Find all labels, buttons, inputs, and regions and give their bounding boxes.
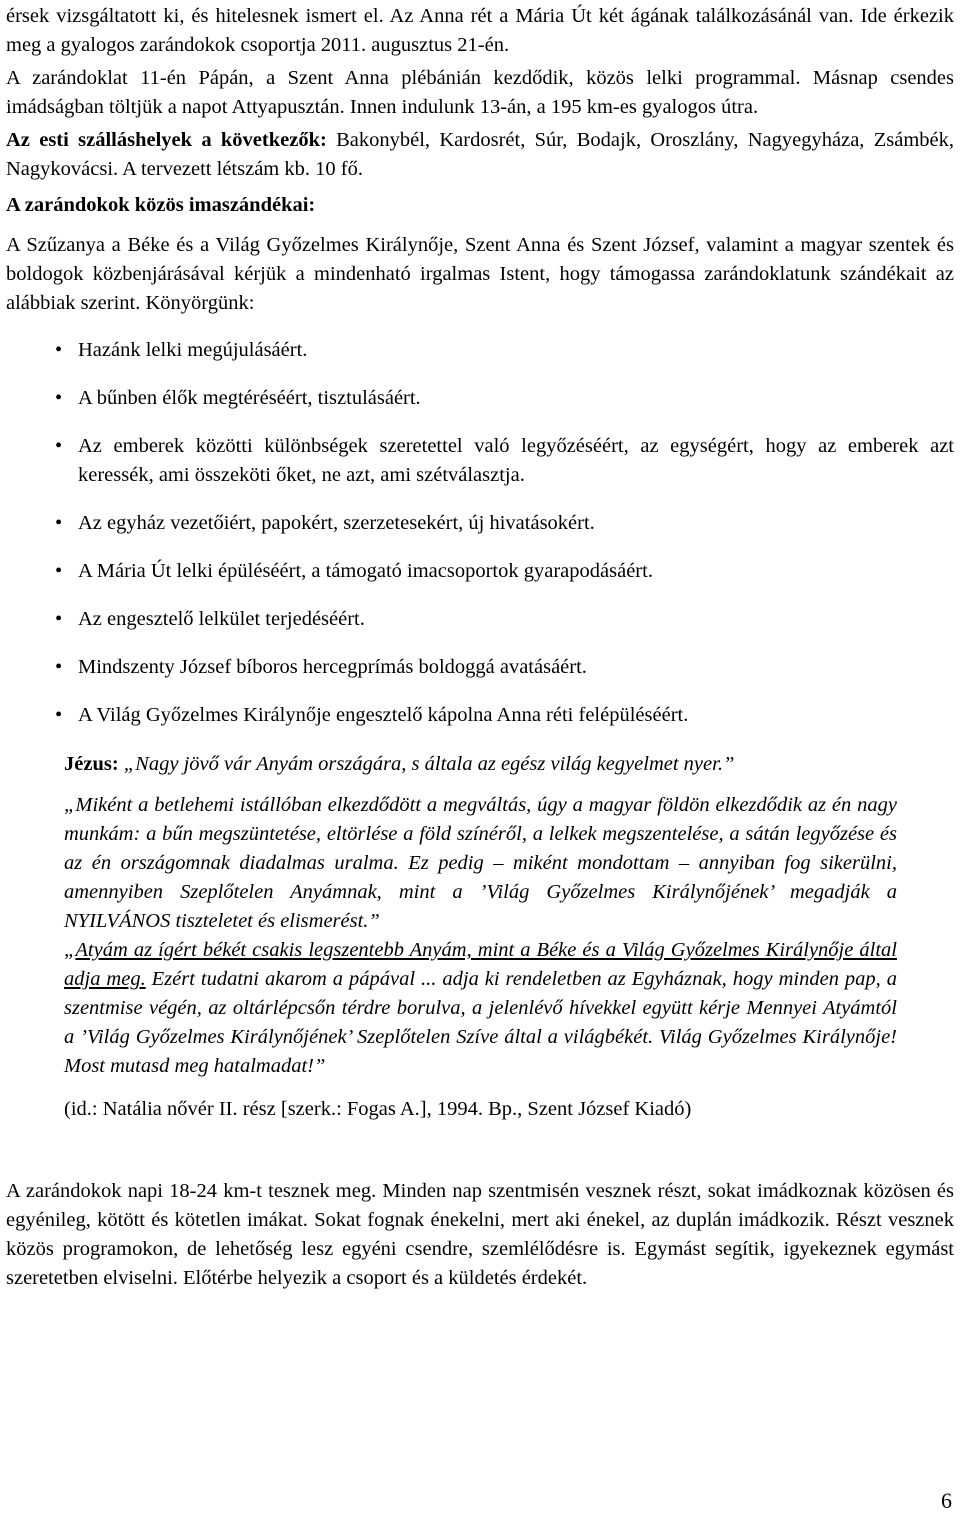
list-item	[6, 701, 954, 730]
bullet-icon: •	[55, 339, 63, 361]
list-item	[6, 336, 954, 365]
intentions-intro: A Szűzanya a Béke és a Világ Győzelmes Királynője, Szent Anna és Szent József, valamint a magyar szentek és boldogok közbenjárásával kérjük a mindenható irgalmas Istent, hogy támogassa zarándoklatunk szándékait az alábbiak szerint. Könyörgünk:	[6, 234, 954, 314]
list-item	[6, 384, 954, 413]
quote-speaker: Jézus:	[64, 753, 119, 775]
quote-open-mark: „	[64, 939, 76, 961]
bullet-icon: •	[55, 704, 63, 726]
list-item-text: Az emberek közötti különbségek szeretettel való legyőzéséért, az egységért, hogy az emberek azt keressék, ami összeköti őket, ne azt, ami szétválasztja.	[78, 435, 954, 486]
bullet-icon: •	[55, 512, 63, 534]
list-item-text: Az egyház vezetőiért, papokért, szerzetesekért, új hivatásokért.	[78, 512, 595, 534]
document-page	[6, 2, 954, 1293]
list-item	[6, 605, 954, 634]
jesus-quote-block	[64, 750, 897, 1124]
lodging-paragraph	[6, 126, 954, 184]
intro-paragraph-1: érsek vizsgáltatott ki, és hitelesnek ismert el. Az Anna rét a Mária Út két ágának találkozásánál van. Ide érkezik meg a gyalogos zarándokok csoportja 2011. augusztus 21-én.	[6, 5, 954, 56]
list-item	[6, 557, 954, 586]
quote-citation: (id.: Natália nővér II. rész [szerk.: Fogas A.], 1994. Bp., Szent József Kiadó)	[64, 1098, 692, 1120]
list-item-text: Mindszenty József bíboros hercegprímás boldoggá avatásáért.	[78, 656, 587, 678]
list-item	[6, 509, 954, 538]
quote-line-1	[64, 750, 897, 779]
page-number: 6	[941, 1488, 952, 1513]
quote-line-1-text: „Nagy jövő vár Anyám országára, s általa az egész világ kegyelmet nyer.”	[118, 753, 735, 775]
bullet-icon: •	[55, 387, 63, 409]
list-item-text: A Mária Út lelki épüléséért, a támogató imacsoportok gyarapodásáért.	[78, 560, 653, 582]
lodging-text: Bakonybél, Kardosrét, Súr, Bodajk, Oroszlány, Nagyegyháza, Zsámbék, Nagykovácsi. A tervezett létszám kb. 10 fő.	[6, 129, 954, 180]
bullet-icon: •	[55, 656, 63, 678]
list-item-text: A Világ Győzelmes Királynője engesztelő kápolna Anna réti felépüléséért.	[78, 704, 689, 726]
intentions-heading: A zarándokok közös imaszándékai:	[6, 194, 316, 216]
list-item	[6, 432, 954, 490]
bullet-icon: •	[55, 608, 63, 630]
list-item-text: Hazánk lelki megújulásáért.	[78, 339, 308, 361]
list-item-text: A bűnben élők megtéréséért, tisztulásáért.	[78, 387, 421, 409]
quote-paragraph-3-rest: Ezért tudatni akarom a pápával ... adja ki rendeletben az Egyháznak, hogy minden pap, a szentmise végén, az oltárlépcsőn térdre borulva, a jelenlévő hívekkel együtt kérje Mennyei Atyámtól a ’Világ Győzelmes Királynőjének’ Szeplőtelen Szíve által a világbékét. Világ Győzelmes Királynője! Most mutasd meg hatalmadat!”	[64, 968, 897, 1077]
quote-underlined-text: Atyám az ígért békét csakis legszentebb Anyám, mint a Béke és a Világ Győzelmes Királynője által adja meg.	[64, 939, 897, 990]
quote-paragraph-2: „Miként a betlehemi istállóban elkezdődött a megváltás, úgy a magyar földön elkezdődik az én nagy munkám: a bűn megszüntetése, eltörlése a föld színéről, a lelkek megszentelése, a sátán legyőzése és az én országomnak diadalmas uralma. Ez pedig – miként mondottam – annyiban fog sikerülni, amennyiben Szeplőtelen Anyámnak, mint a ’Világ Győzelmes Királynőjének’ megadják a NYILVÁNOS tiszteletet és elismerést.”	[64, 794, 897, 932]
intro-paragraph-2: A zarándoklat 11-én Pápán, a Szent Anna plébánián kezdődik, közös lelki programmal. Másnap csendes imádságban töltjük a napot Attyapusztán. Innen indulunk 13-án, a 195 km-es gyalogos útra.	[6, 67, 954, 118]
list-item	[6, 653, 954, 682]
bullet-icon: •	[55, 435, 63, 457]
list-item-text: Az engesztelő lelkület terjedéséért.	[78, 608, 365, 630]
quote-paragraph-3	[64, 936, 897, 1081]
bullet-icon: •	[55, 560, 63, 582]
closing-paragraph: A zarándokok napi 18-24 km-t tesznek meg. Minden nap szentmisén vesznek részt, sokat imádkoznak közösen és egyénileg, kötött és kötetlen imákat. Sokat fognak énekelni, mert aki énekel, az duplán imádkozik. Részt vesznek közös programokon, de lehetőség lesz egyéni csendre, szemlélődésre is. Egymást segítik, igyekeznek egymást szeretetben elviselni. Előtérbe helyezik a csoport és a küldetés érdekét.	[6, 1180, 954, 1289]
intentions-list	[6, 336, 954, 730]
lodging-label: Az esti szálláshelyek a következők:	[6, 129, 327, 151]
